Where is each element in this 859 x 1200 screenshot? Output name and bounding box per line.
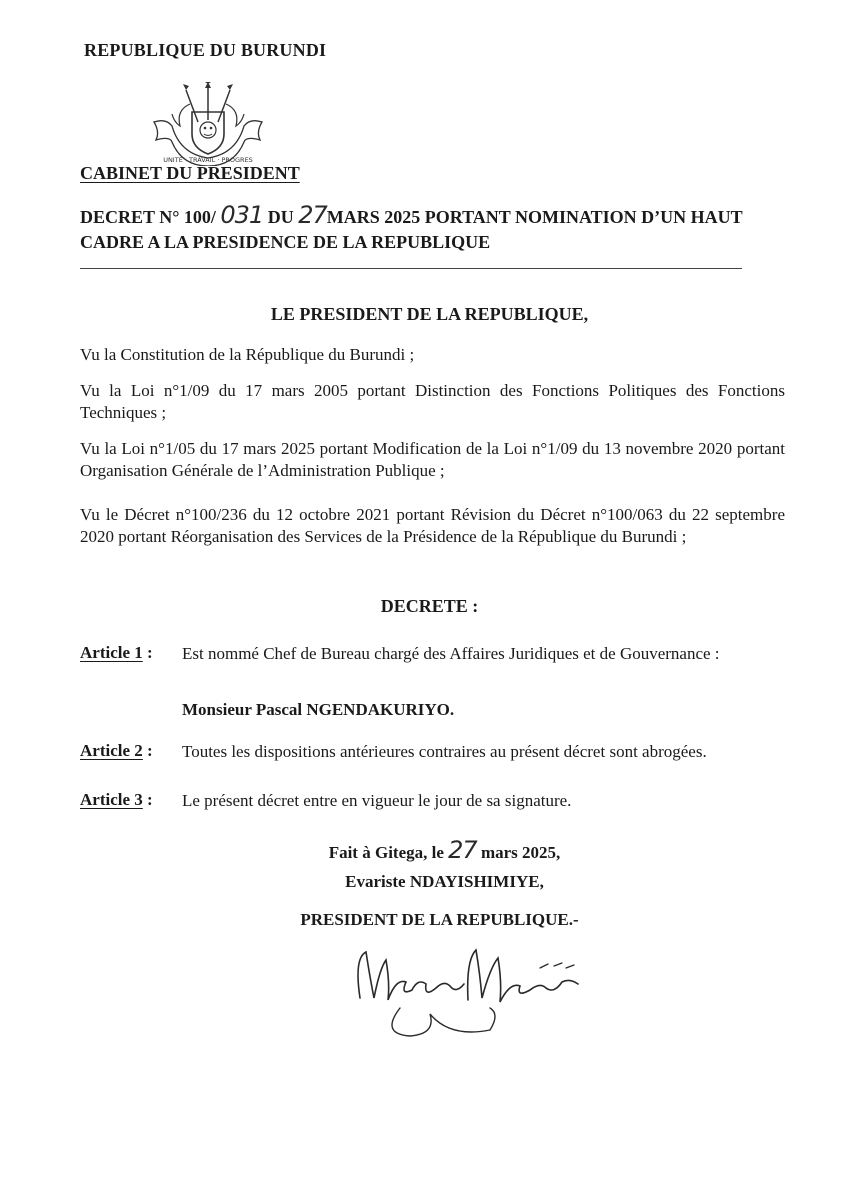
vu-loi-2025: Vu la Loi n°1/05 du 17 mars 2025 portant Modification de la Loi n°1/09 du 13 novembre 2020 portant Organisation Générale de l’Administration Publique ; [80,439,785,480]
place-date-line: Fait à Gitega, le 27 mars 2025, [328,836,561,864]
signature [340,938,600,1048]
decree-title [80,203,780,255]
cabinet-header: CABINET DU PRESIDENT [80,163,300,183]
article-2-label: Article 2 : [80,741,153,760]
coat-of-arms-seal [146,82,270,166]
country-header: REPUBLIQUE DU BURUNDI [84,40,327,60]
vu-loi-2005: Vu la Loi n°1/09 du 17 mars 2005 portant Distinction des Fonctions Politiques des Fonctions Techniques ; [80,381,785,422]
signatory-name: Evariste NDAYISHIMIYE, [345,872,544,891]
signatory-title: PRESIDENT DE LA REPUBLIQUE.- [300,910,579,929]
article-3-label: Article 3 : [80,790,153,809]
title-divider [80,268,742,269]
seal-motto: UNITE · TRAVAIL · PROGRES [163,156,253,164]
signing-day-handwritten: 27 [448,836,477,864]
decree-day-handwritten: 27 [298,201,327,229]
nominee-name: Monsieur Pascal NGENDAKURIYO. [182,700,455,719]
decrete-heading: DECRETE : [380,596,479,616]
article-2-text: Toutes les dispositions antérieures contraires au présent décret sont abrogées. [182,742,707,761]
decree-title-rest: MARS 2025 PORTANT NOMINATION D’UN HAUT CADRE A LA PRESIDENCE DE LA REPUBLIQUE [80,207,743,252]
president-heading: LE PRESIDENT DE LA REPUBLIQUE, [270,304,589,324]
article-1-text: Est nommé Chef de Bureau chargé des Affaires Juridiques et de Gouvernance : [182,644,720,663]
article-1-label: Article 1 : [80,643,153,662]
vu-decret-2021: Vu le Décret n°100/236 du 12 octobre 2021 portant Révision du Décret n°100/063 du 22 septembre 2020 portant Réorganisation des Services de la Présidence de la République du Burundi ; [80,505,785,546]
vu-constitution: Vu la Constitution de la République du Burundi ; [80,345,415,364]
decree-prefix: DECRET N° 100/ [80,207,221,227]
article-3-text: Le présent décret entre en vigueur le jour de sa signature. [182,791,572,810]
decree-number-handwritten: 031 [220,201,264,229]
decree-du: DU [263,207,299,227]
